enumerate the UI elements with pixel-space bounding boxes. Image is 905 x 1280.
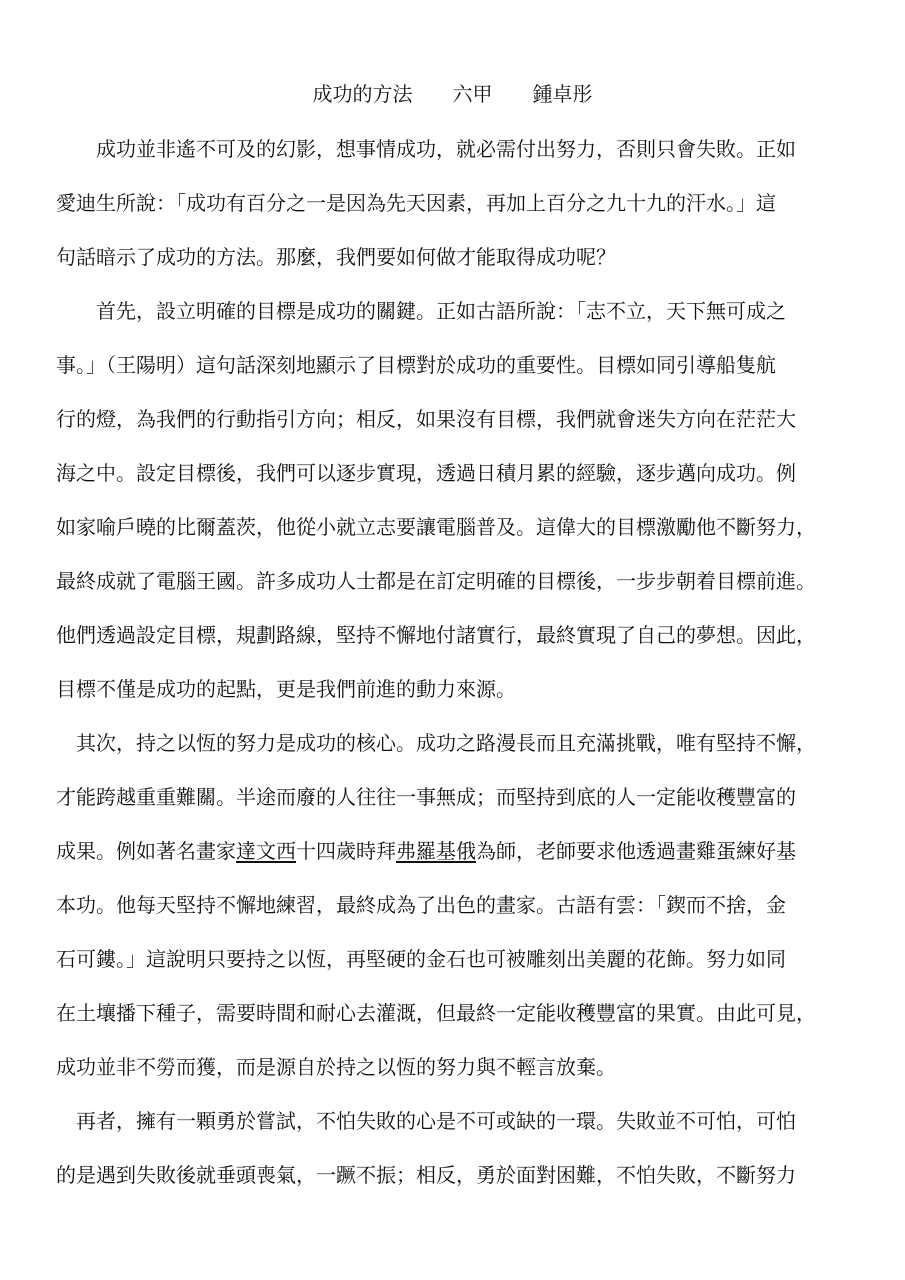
text-line: 在土壤播下種子，需要時間和耐心去灌溉，但最終一定能收穫豐富的果實。由此可見，: [56, 1001, 816, 1025]
text-line: 再者，擁有一顆勇於嘗試，不怕失敗的心是不可或缺的一環。失敗並不可怕，可怕: [56, 1109, 796, 1133]
text-line: 行的燈，為我們的行動指引方向；相反，如果沒有目標，我們就會迷失方向在茫茫大: [56, 407, 796, 431]
text-line: 本功。他每天堅持不懈地練習，最終成為了出色的畫家。古語有雲：「鍥而不捨，金: [56, 893, 786, 917]
text-line: 的是遇到失敗後就垂頭喪氣，一蹶不振；相反，勇於面對困難，不怕失敗，不斷努力: [56, 1163, 796, 1187]
underlined-name-da-vinci: 達文西: [236, 839, 296, 863]
text-line: 海之中。設定目標後，我們可以逐步實現，透過日積月累的經驗，逐步邁向成功。例: [56, 461, 796, 485]
text-segment: 成果。例如著名畫家: [56, 839, 236, 863]
text-line: 石可鏤。」這說明只要持之以恆，再堅硬的金石也可被雕刻出美麗的花飾。努力如同: [56, 947, 786, 971]
text-line: 才能跨越重重難關。半途而廢的人往往一事無成；而堅持到底的人一定能收穫豐富的: [56, 785, 796, 809]
text-line: 首先，設立明確的目標是成功的關鍵。正如古語所說：「志不立，天下無可成之: [56, 299, 786, 323]
text-line: [56, 837, 796, 865]
text-line: 句話暗示了成功的方法。那麼，我們要如何做才能取得成功呢？: [56, 245, 616, 269]
text-line: 愛迪生所說：「成功有百分之一是因為先天因素，再加上百分之九十九的汗水。」這: [56, 191, 776, 215]
text-line: 其次，持之以恆的努力是成功的核心。成功之路漫長而且充滿挑戰，唯有堅持不懈，: [56, 731, 816, 755]
text-line: 成功並非遙不可及的幻影，想事情成功，就必需付出努力，否則只會失敗。正如: [56, 137, 796, 161]
text-line: 目標不僅是成功的起點，更是我們前進的動力來源。: [56, 677, 516, 701]
text-line: 最終成就了電腦王國。許多成功人士都是在訂定明確的目標後，一步步朝着目標前進。: [56, 569, 816, 593]
text-segment: 十四歲時拜: [296, 839, 396, 863]
text-line: 成功並非不勞而獲，而是源自於持之以恆的努力與不輕言放棄。: [56, 1055, 616, 1079]
text-line: 事。」（王陽明）這句話深刻地顯示了目標對於成功的重要性。目標如同引導船隻航: [56, 353, 776, 377]
text-line: 他們透過設定目標，規劃路線，堅持不懈地付諸實行，最終實現了自己的夢想。因此，: [56, 623, 816, 647]
underlined-name-verrocchio: 弗羅基俄: [396, 839, 476, 863]
text-line: 如家喻戶曉的比爾蓋茨，他從小就立志要讓電腦普及。這偉大的目標激勵他不斷努力，: [56, 515, 816, 539]
document-title: 成功的方法 六甲 鍾卓彤: [312, 82, 593, 106]
text-segment: 為師，老師要求他透過畫雞蛋練好基: [476, 839, 796, 863]
